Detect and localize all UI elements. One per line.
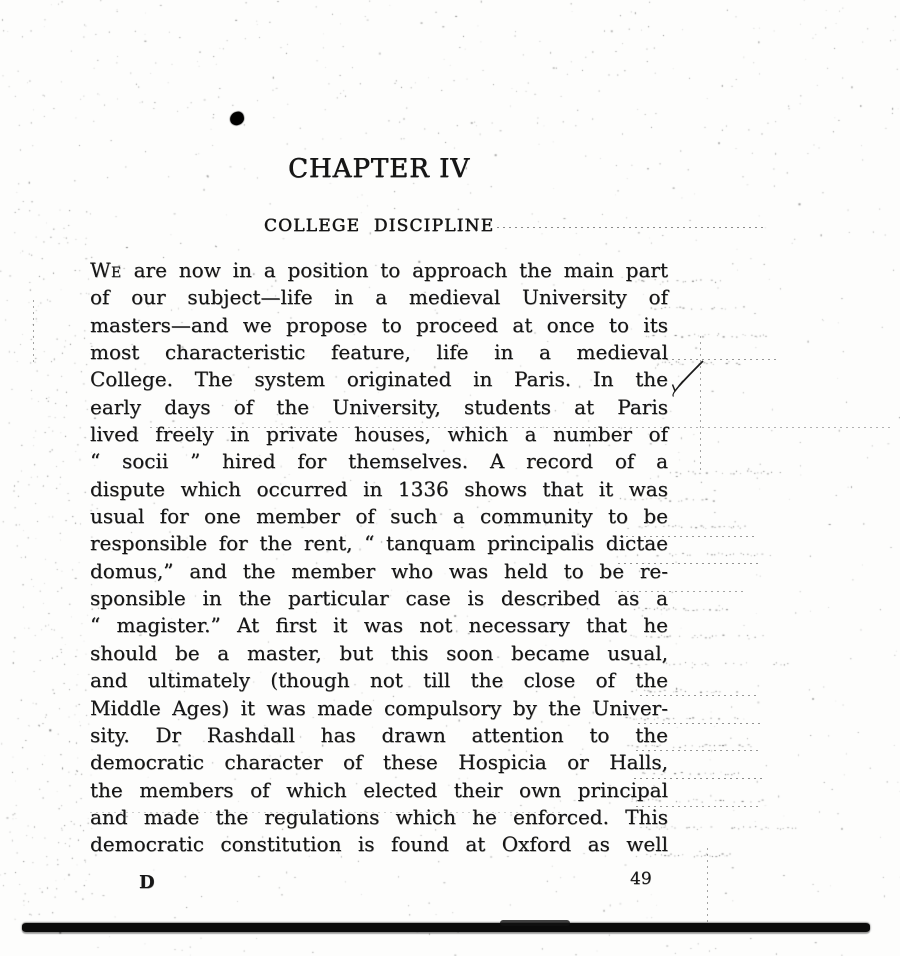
scan-edge-bar [22,923,870,932]
paragraph-line: sity. Dr Rashdall has drawn attention to the [90,722,668,747]
section-heading: COLLEGE DISCIPLINE [263,216,495,236]
paragraph-line: should be a master, but this soon became usual, [90,640,668,665]
paragraph-line: most characteristic feature, life in a medieval [90,340,668,365]
lead-word: We [90,258,122,282]
paragraph-line: College. The system originated in Paris. In the [90,367,668,392]
paragraph-line: usual for one member of such a community to be [90,504,668,529]
paragraph-line: of our subject—life in a medieval University of [90,285,668,310]
paragraph-line: dispute which occurred in 1336 shows that it was [90,476,668,501]
scan-artifact-line [707,848,708,922]
paragraph-line: Middle Ages) it was made compulsory by the Univer- [90,695,668,720]
paragraph-line: “ magister.” At first it was not necessary that he [90,613,668,638]
pen-mark [658,352,708,402]
paragraph-line: responsible for the rent, “ tanquam principalis dictae [90,531,668,556]
paragraph-line [90,257,668,284]
paragraph-lines [90,284,668,858]
paragraph-line: sponsible in the particular case is described as a [90,586,668,611]
scan-artifact-line [33,300,34,366]
paragraph [90,257,668,859]
paragraph-line: and made the regulations which he enforced. This [90,804,668,829]
chapter-heading: CHAPTER IV [287,154,471,184]
paragraph-line: “ socii ” hired for themselves. A record of a [90,449,668,474]
paragraph-line: masters—and we propose to proceed at once to its [90,312,668,337]
paragraph-line: democratic constitution is found at Oxford as well [90,832,668,857]
paragraph-line: early days of the University, students at Paris [90,394,668,419]
footer-signature-mark: D [139,872,155,893]
paragraph-line: democratic character of these Hospicia or Halls, [90,750,668,775]
paragraph-line: domus,” and the member who was held to be re- [90,558,668,583]
scan-artifact-line [497,227,767,228]
footer-page-number: 49 [630,869,652,889]
paragraph-line: lived freely in private houses, which a number of [90,422,668,447]
paragraph-line: and ultimately (though not till the close of the [90,668,668,693]
paragraph-line: the members of which elected their own principal [90,777,668,802]
paragraph-line-text: are now in a position to approach the main part [121,258,668,282]
